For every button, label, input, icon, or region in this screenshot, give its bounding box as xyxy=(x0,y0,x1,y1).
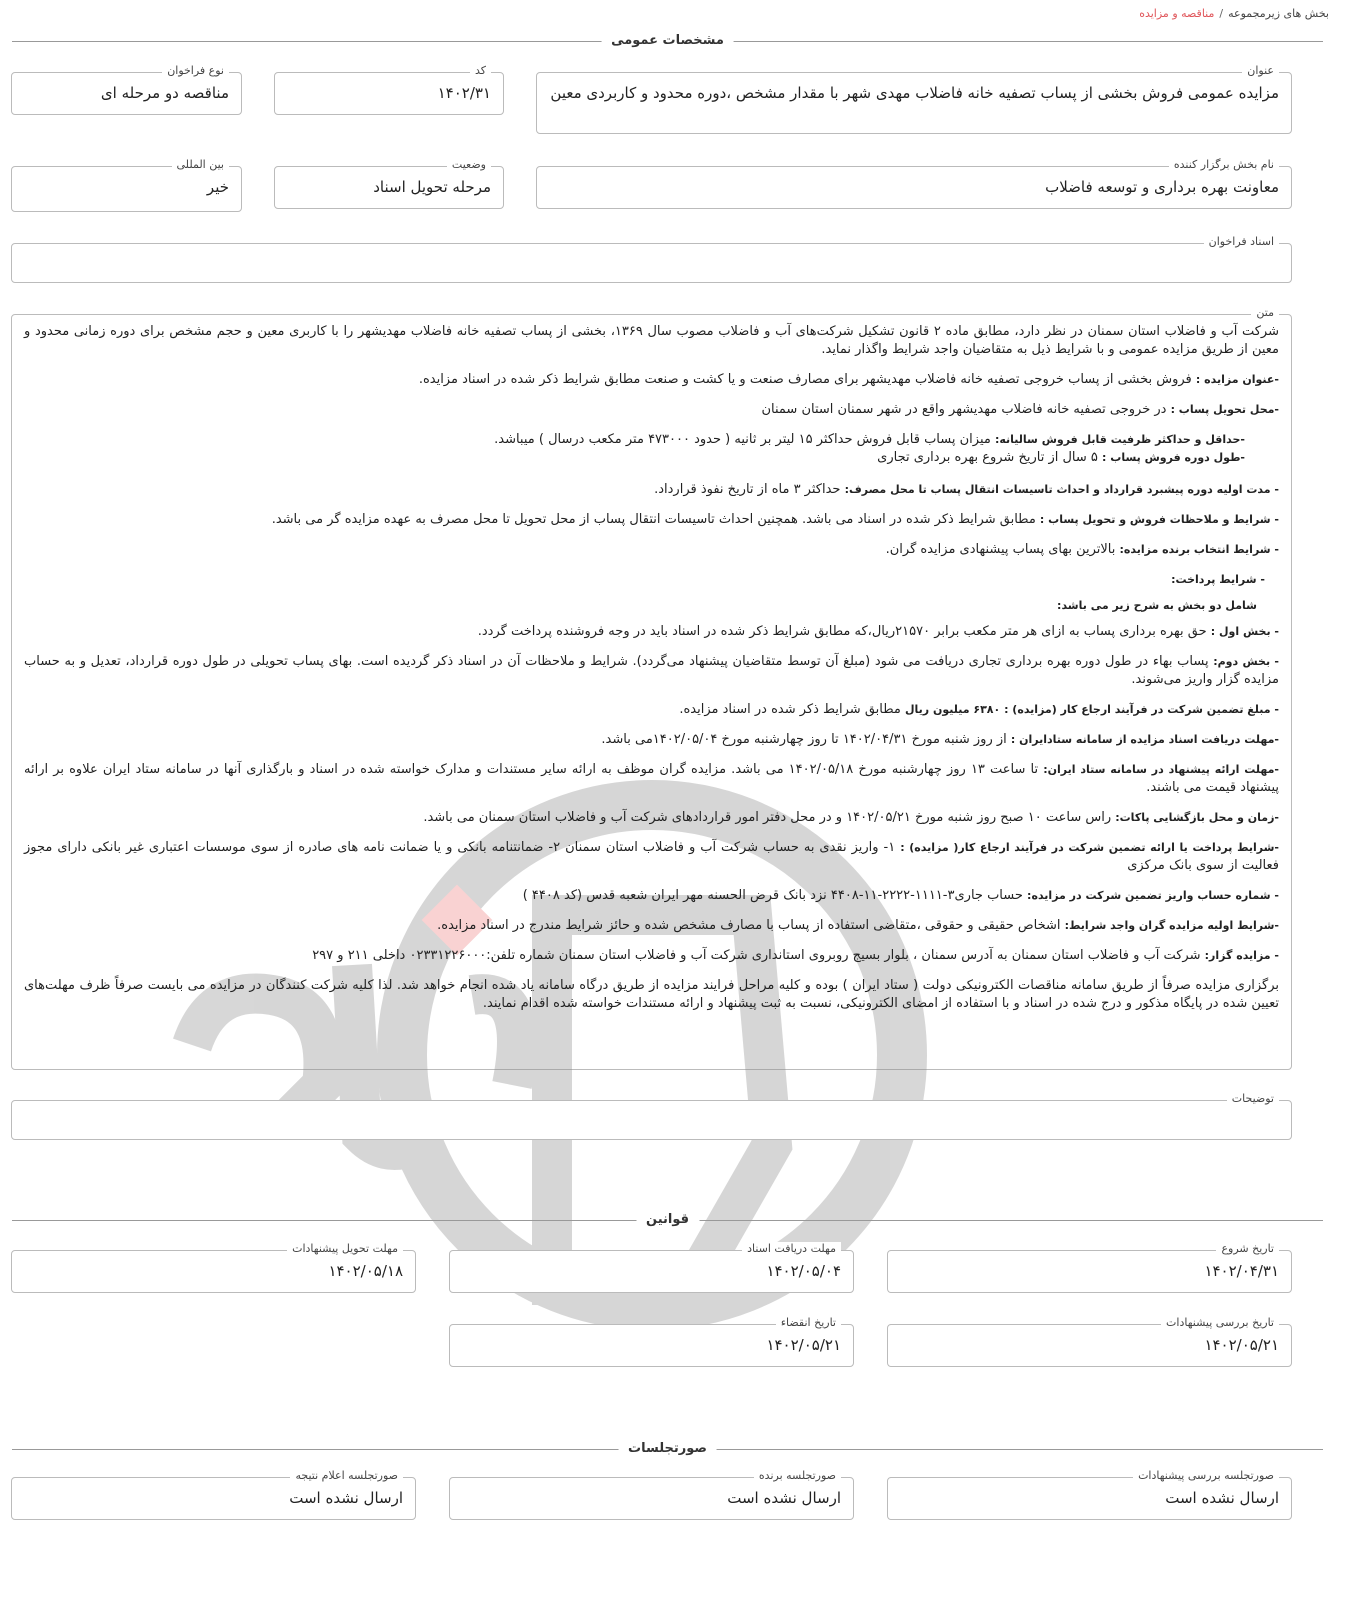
organizer-field xyxy=(536,158,1292,209)
paragraph-capacity xyxy=(24,431,1245,449)
paragraph-label: - بخش اول : xyxy=(1210,625,1279,638)
paragraph-text: اشخاص حقیقی و حقوقی ،متقاضی استفاده از پساب با مصارف مشخص شده و حائز شرایط مندرج در اسناد مزایده. xyxy=(437,918,1065,933)
section-minutes xyxy=(12,1441,1323,1457)
offer-deadline-field xyxy=(11,1242,416,1293)
minutes-review-value: ارسال نشده است xyxy=(1165,1489,1279,1507)
expiry-date-field xyxy=(449,1316,854,1367)
paragraph-text: بالاترین بهای پساب پیشنهادی مزایده گران. xyxy=(885,542,1120,557)
call-documents-label: اسناد فراخوان xyxy=(1204,235,1279,248)
paragraph-sale-conditions xyxy=(24,511,1279,529)
code-label: کد xyxy=(470,64,491,77)
paragraph-initial-period xyxy=(24,481,1279,499)
section-general-title: مشخصات عمومی xyxy=(601,33,734,48)
paragraph-winner-selection xyxy=(24,541,1279,559)
minutes-review-label: صورتجلسه بررسی پیشنهادات xyxy=(1133,1469,1279,1482)
paragraph-label: - مبلغ تضمین شرکت در فرآیند ارجاع کار (مزایده) : ۶۳۸۰ میلیون ریال xyxy=(905,703,1279,716)
start-date-value: ۱۴۰۲/۰۴/۳۱ xyxy=(1204,1262,1279,1280)
docs-deadline-field xyxy=(449,1242,854,1293)
paragraph-text: شرکت آب و فاضلاب استان سمنان به آدرس سمنان ، بلوار بسیج روبروی استانداری شرکت آب و فاضلاب استان سمنان شماره تلفن:۰۲۳۳۱۲۲۶۰۰۰ داخلی ۲۱۱ و ۲۹۷ xyxy=(312,948,1205,963)
paragraph-part-one xyxy=(24,623,1279,641)
minutes-winner-label: صورتجلسه برنده xyxy=(754,1469,841,1482)
international-label: بین المللی xyxy=(172,158,229,171)
paragraph-label: -مهلت ارائه پیشنهاد در سامانه ستاد ایران: xyxy=(1043,763,1279,776)
expiry-date-value: ۱۴۰۲/۰۵/۲۱ xyxy=(766,1336,841,1354)
paragraph-label: - مدت اولیه دوره پیشبرد قرارداد و احداث تاسیسات انتقال پساب تا محل مصرف: xyxy=(844,483,1279,496)
paragraph-text: پساب بهاء در طول دوره بهره برداری تجاری دریافت می شود (مبلغ آن توسط متقاضیان پیشنهاد می‌گردد). شرایط و ملاحظات آن در اسناد ذکر گردیده است. بهای پساب تحویلی در طول دوره قرارداد، تعدیل و به حساب مزایده گزار واریز می‌شوند. xyxy=(24,654,1279,687)
paragraph-label: -طول دوره فروش پساب : xyxy=(1102,451,1245,464)
section-minutes-title: صورتجلسات xyxy=(618,1441,717,1456)
paragraph-auctioneer xyxy=(24,947,1279,965)
status-label: وضعیت xyxy=(447,158,491,171)
status-value: مرحله تحویل اسناد xyxy=(373,178,491,196)
paragraph-account-number xyxy=(24,887,1279,905)
title-label: عنوان xyxy=(1242,64,1279,77)
paragraph-label: شامل دو بخش به شرح زیر می باشد: xyxy=(1057,599,1257,612)
paragraph-label: -شرایط پرداخت یا ارائه تضمین شرکت در فرآیند ارجاع کار( مزایده) : xyxy=(900,841,1279,854)
review-date-value: ۱۴۰۲/۰۵/۲۱ xyxy=(1204,1336,1279,1354)
organizer-value: معاونت بهره برداری و توسعه فاضلاب xyxy=(1045,178,1279,196)
paragraph-opening-time xyxy=(24,809,1279,827)
paragraph-bidder-conditions xyxy=(24,917,1279,935)
paragraph-text: ۱- واریز نقدی به حساب شرکت آب و فاضلاب استان سمنان ۲- ضمانتنامه بانکی و یا ضمانت نامه های صادره از سوی موسسات اعتباری غیر بانکی دارای مجوز فعالیت از سوی بانک مرکزی xyxy=(24,840,1279,873)
paragraph-label: -محل تحویل پساب : xyxy=(1170,403,1279,416)
paragraph-label: -مهلت دریافت اسناد مزایده از سامانه ستادایران : xyxy=(1010,733,1279,746)
paragraph-label: -عنوان مزایده : xyxy=(1195,373,1279,386)
paragraph-label: - مزایده گزار: xyxy=(1204,949,1279,962)
paragraph-text: از روز شنبه مورخ ۱۴۰۲/۰۴/۳۱ تا روز چهارشنبه مورخ ۱۴۰۲/۰۵/۰۴می باشد. xyxy=(601,732,1011,747)
description-label: توضیحات xyxy=(1227,1092,1279,1105)
paragraph-offer-deadline xyxy=(24,761,1279,797)
minutes-winner-value: ارسال نشده است xyxy=(727,1489,841,1507)
announcement-body xyxy=(24,323,1279,1025)
call-documents-field[interactable] xyxy=(11,235,1292,283)
paragraph-text: در خروجی تصفیه خانه فاضلاب مهدیشهر واقع در شهر سمنان استان سمنان xyxy=(761,402,1171,417)
paragraph-docs-deadline xyxy=(24,731,1279,749)
paragraph-text: ۵ سال از تاریخ شروع بهره برداری تجاری xyxy=(877,450,1103,465)
paragraph-payment-conditions xyxy=(24,571,1265,589)
docs-deadline-label: مهلت دریافت اسناد xyxy=(742,1242,841,1255)
call-type-label: نوع فراخوان xyxy=(162,64,229,77)
paragraph-delivery-location xyxy=(24,401,1279,419)
docs-deadline-value: ۱۴۰۲/۰۵/۰۴ xyxy=(766,1262,841,1280)
organizer-label: نام بخش برگزار کننده xyxy=(1169,158,1279,171)
minutes-result-label: صورتجلسه اعلام نتیجه xyxy=(290,1469,403,1482)
offer-deadline-label: مهلت تحویل پیشنهادات xyxy=(287,1242,403,1255)
code-field xyxy=(274,64,504,115)
section-laws-title: قوانین xyxy=(636,1212,699,1227)
expiry-date-label: تاریخ انقضاء xyxy=(776,1316,841,1329)
breadcrumb xyxy=(1139,7,1329,20)
announcement-text-field xyxy=(11,306,1292,1070)
paragraph-label: - شرایط انتخاب برنده مزایده: xyxy=(1119,543,1279,556)
paragraph-auction-title xyxy=(24,371,1279,389)
paragraph-text: راس ساعت ۱۰ صبح روز شنبه مورخ ۱۴۰۲/۰۵/۲۱ و در محل دفتر امور قراردادهای شرکت آب و فاضلاب استان سمنان می باشد. xyxy=(423,810,1116,825)
paragraph-text: فروش بخشی از پساب خروجی تصفیه خانه فاضلاب مهدیشهر برای مصارف صنعت و یا کشت و صنعت مطابق شرایط ذکر شده در اسناد مزایده. xyxy=(418,372,1196,387)
description-field xyxy=(11,1092,1292,1140)
international-value: خیر xyxy=(206,178,229,196)
section-laws xyxy=(12,1212,1323,1228)
minutes-winner-field xyxy=(449,1469,854,1520)
paragraph-label: - بخش دوم: xyxy=(1213,655,1280,668)
paragraph-text: مطابق شرایط ذکر شده در اسناد می باشد. همچنین احداث تاسیسات انتقال پساب از محل تحویل تا محل مصرف به عهده مزایده گر می باشد. xyxy=(271,512,1040,527)
title-value: مزایده عمومی فروش بخشی از پساب تصفیه خانه فاضلاب مهدی شهر با مقدار مشخص ،دوره محدود و کاربردی معین xyxy=(550,84,1279,102)
paragraph-payment-parts xyxy=(24,597,1257,615)
review-date-label: تاریخ بررسی پیشنهادات xyxy=(1161,1316,1279,1329)
minutes-result-field xyxy=(11,1469,416,1520)
paragraph-guarantee-payment xyxy=(24,839,1279,875)
paragraph-label: -زمان و محل بازگشایی پاکات: xyxy=(1115,811,1279,824)
paragraph-label: - شماره حساب واریز تضمین شرکت در مزایده: xyxy=(1027,889,1279,902)
minutes-review-field xyxy=(887,1469,1292,1520)
call-type-field xyxy=(11,64,242,115)
review-date-field xyxy=(887,1316,1292,1367)
breadcrumb-separator: / xyxy=(1219,7,1224,20)
paragraph-guarantee-amount xyxy=(24,701,1279,719)
paragraph-text: حساب جاری۳-۱۱۱۱-۲۲۲۲-۱۱-۴۴۰۸ نزد بانک قرض الحسنه مهر ایران شعبه قدس (کد ۴۴۰۸ ) xyxy=(522,888,1028,903)
paragraph-label: -شرایط اولیه مزایده گران واجد شرایط: xyxy=(1064,919,1279,932)
breadcrumb-current[interactable]: مناقصه و مزایده xyxy=(1139,7,1215,20)
paragraph-text: تا ساعت ۱۳ روز چهارشنبه مورخ ۱۴۰۲/۰۵/۱۸ می باشد. مزایده گران موظف به ارائه سایر مستندات و مدارک خواسته شده در اسناد و بارگذاری آنها در سامانه ستاد ایران علاوه بر ارائه پیشنهاد قیمت می باشند. xyxy=(24,762,1279,795)
call-type-value: مناقصه دو مرحله ای xyxy=(100,84,229,102)
start-date-label: تاریخ شروع xyxy=(1216,1242,1279,1255)
paragraph-part-two xyxy=(24,653,1279,689)
paragraph-text: حداکثر ۳ ماه از تاریخ نفوذ قرارداد. xyxy=(654,482,845,497)
breadcrumb-root[interactable]: بخش های زیرمجموعه xyxy=(1228,7,1329,20)
code-value: ۱۴۰۲/۳۱ xyxy=(437,84,491,102)
intro-paragraph: شرکت آب و فاضلاب استان سمنان در نظر دارد، مطابق ماده ۲ قانون تشکیل شرکت‌های آب و فاضلاب مصوب سال ۱۳۶۹، بخشی از پساب تصفیه خانه فاضلاب مهدیشهر را با کاربری معین و حجم مشخص برای دوره زمانی محدود و معین از طریق مزایده عمومی و با شرایط ذیل به متقاضیان واجد شرایط واگذار نماید. xyxy=(24,324,1279,357)
paragraph-text: مطابق شرایط ذکر شده در اسناد مزایده. xyxy=(679,702,905,717)
paragraph-sale-period xyxy=(24,449,1245,467)
section-general xyxy=(12,33,1323,49)
paragraph-label: -حداقل و حداکثر ظرفیت قابل فروش سالیانه: xyxy=(994,433,1245,446)
start-date-field xyxy=(887,1242,1292,1293)
paragraph-text: حق بهره برداری پساب به ازای هر متر مکعب برابر ۲۱۵۷۰ریال،که مطابق شرایط ذکر شده در اسناد باید در وجه فروشنده پرداخت گردد. xyxy=(477,624,1211,639)
paragraph-label: - شرایط و ملاحظات فروش و تحویل پساب : xyxy=(1039,513,1279,526)
announcement-text-label: متن xyxy=(1251,306,1279,319)
minutes-result-value: ارسال نشده است xyxy=(289,1489,403,1507)
title-field xyxy=(536,64,1292,134)
closing-paragraph: برگزاری مزایده صرفاً از طریق سامانه مناقصات الکترونیکی دولت ( ستاد ایران ) بوده و کلیه مراحل فرایند مزایده از طریق درگاه سامانه یاد شده انجام خواهد شد. لذا کلیه شرکت کنندگان در مزایده می بایست صرفاً ظرف مهلت‌های تعیین شده در پایگاه مذکور و درج شده در اسناد و با استفاده از امضای الکترونیکی، نسبت به ثبت پیشنهاد و ارائه مستندات خواسته شده اقدام نمایند. xyxy=(24,978,1279,1011)
status-field xyxy=(274,158,504,209)
offer-deadline-value: ۱۴۰۲/۰۵/۱۸ xyxy=(328,1262,403,1280)
paragraph-label: - شرایط پرداخت: xyxy=(1171,573,1265,586)
paragraph-text: میزان پساب قابل فروش حداکثر ۱۵ لیتر بر ثانیه ( حدود ۴۷۳۰۰۰ متر مکعب درسال ) میباشد. xyxy=(494,432,995,447)
international-field xyxy=(11,158,242,212)
